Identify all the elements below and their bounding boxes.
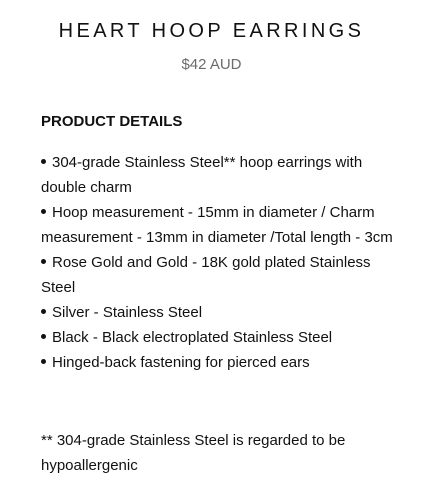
detail-item-text: Hinged-back fastening for pierced ears <box>52 354 310 371</box>
detail-item-measurement <box>41 200 401 250</box>
bullet-icon <box>41 334 46 339</box>
product-details-list <box>41 150 401 375</box>
bullet-icon <box>41 159 46 164</box>
detail-item-text: 304-grade Stainless Steel** hoop earrings with double charm <box>41 154 363 196</box>
detail-item-fastening <box>41 350 401 375</box>
bullet-icon <box>41 259 46 264</box>
detail-item-gold-finish <box>41 250 401 300</box>
detail-item-text: Silver - Stainless Steel <box>52 304 203 321</box>
detail-item-text: Black - Black electroplated Stainless Steel <box>52 329 333 346</box>
detail-item-silver-finish <box>41 300 401 325</box>
product-price: $42 AUD <box>181 56 242 73</box>
product-details-heading: PRODUCT DETAILS <box>41 113 183 130</box>
detail-item-material <box>41 150 401 200</box>
product-title: HEART HOOP EARRINGS <box>58 20 365 42</box>
hypoallergenic-footnote: ** 304-grade Stainless Steel is regarded to be hypoallergenic <box>41 432 346 474</box>
detail-item-text: Rose Gold and Gold - 18K gold plated Stainless Steel <box>41 254 371 296</box>
bullet-icon <box>41 359 46 364</box>
bullet-icon <box>41 309 46 314</box>
bullet-icon <box>41 209 46 214</box>
detail-item-text: Hoop measurement - 15mm in diameter / Charm measurement - 13mm in diameter /Total length - 3cm <box>41 204 393 246</box>
detail-item-black-finish <box>41 325 401 350</box>
